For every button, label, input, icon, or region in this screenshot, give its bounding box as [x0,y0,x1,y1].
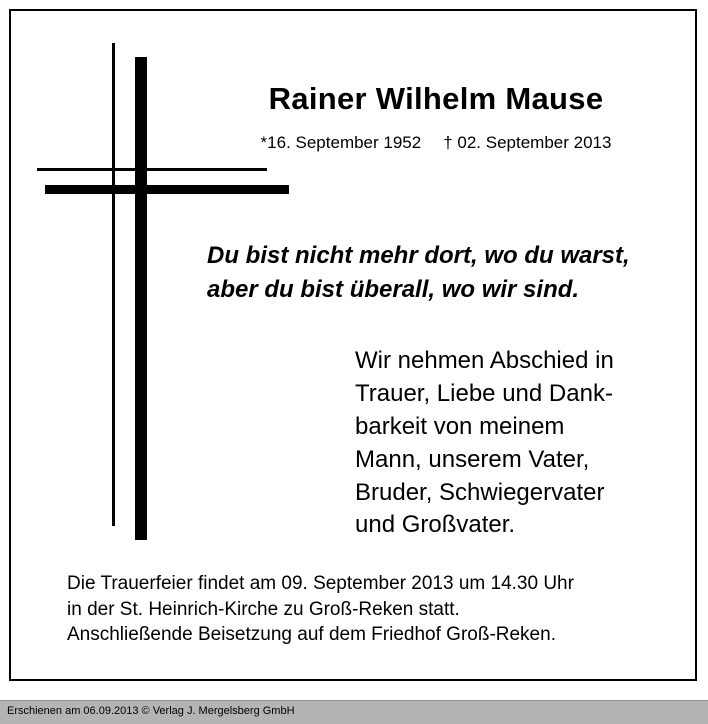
service-line: Anschließende Beisetzung auf dem Friedhof Groß-Reken. [67,624,556,646]
mourning-line: Trauer, Liebe und Dank- [355,379,613,407]
verse-line-2: aber du bist überall, wo wir sind. [207,276,580,304]
cross-vertical-thin-line [112,43,115,526]
publisher-credit: Erschienen am 06.09.2013 © Verlag J. Mergelsberg GmbH [7,705,295,717]
death-date: † 02. September 2013 [443,133,612,152]
memorial-verse [207,239,687,307]
cross-horizontal-bar [45,185,289,194]
cross-vertical-bar [135,57,147,540]
mourning-line: und Großvater. [355,511,516,539]
verse-line-1: Du bist nicht mehr dort, wo du warst, [207,242,630,269]
mourning-line: barkeit von meinem [355,412,565,440]
deceased-name: Rainer Wilhelm Mause [268,81,604,116]
cross-horizontal-thin-line [37,168,267,171]
mourning-line: Wir nehmen Abschied in [355,347,614,374]
obituary-card [9,9,697,681]
mourning-line: Bruder, Schwiegervater [355,478,605,506]
funeral-service-info [67,571,667,648]
mourning-message [355,345,685,542]
birth-date: *16. September 1952 [260,133,422,152]
service-line: in der St. Heinrich-Kirche zu Groß-Reken statt. [67,598,460,620]
service-line: Die Trauerfeier findet am 09. September 2013 um 14.30 Uhr [67,573,574,594]
publisher-bar [0,700,708,724]
mourning-line: Mann, unserem Vater, [355,445,590,473]
life-dates [191,133,681,153]
